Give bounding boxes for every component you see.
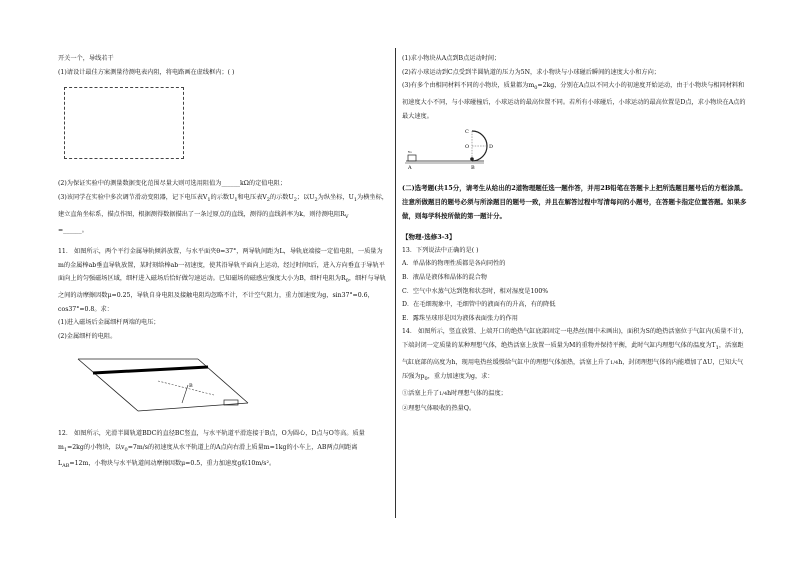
label-b: B (471, 165, 475, 172)
question-12-sub3: (3)有多个由相同材料不同的小物块，质量都为$m_0=2kg$，分别在A点以不同大小的初速度开始运动，由于小物块与相同材料和初速度大小不同，与小球碰撞后，小球运动的最高位置不同。若所有小球碰后，小球运动的最高位置是D点，求小物块在A点的最大速度。 (402, 82, 746, 120)
metal-rod (93, 367, 208, 373)
elective-header: (二)选考题(共15分，请考生从给出的2道物理题任选一题作答，并用2B铅笔在答题卡上把所选题目题号后的方框涂黑。注意所做题目的题号必须与所涂题目的题号一致，并且在解答过程中写清每问的小题号，在答题卡指定位置答题。如果多做，则每学科按所做的第一题计分。 (402, 183, 747, 220)
question-11-sub2: (2)金属细杆的电阻。 (58, 332, 117, 340)
question-10-1: (1)请设计最佳方案测量待测电表内阻，将电路画在虚线框内；( ) (58, 68, 235, 76)
question-13: 13．下列说法中正确的是( ) (402, 246, 479, 254)
block (408, 155, 416, 161)
question-12: 12． 如图所示，光滑半圆轨道BDC的直径BC竖直，与水平轨道平滑连接于B点，O为圆心，D点与O等高。质量$m_1=2kg$的小物块，以$v_0=7m/s$的初速度从水平轨道上的A点向右滑上质量m=1kg的小车上，AB两点间距离$L_{AB}=12m$，小物块与水平轨道间动摩擦因数μ=0.5，重力加速度g取10m/s²。 (58, 430, 365, 470)
label-v0: v₀ (408, 149, 412, 155)
option-a: A．单晶体的物理性质都是各向同性的 (402, 260, 506, 268)
question-11-sub1: (1)进入磁场后金属细杆两端的电压； (58, 319, 160, 327)
track-figure (402, 125, 748, 177)
materials-line: 开关一个，导线若干 (58, 55, 114, 62)
question-12-sub2: (2)若小球运动到C点受到半圆轨道的压力为5N，求小物块与小球碰后瞬间的速度大小和方向； (402, 68, 660, 76)
label-a: A (408, 165, 412, 172)
question-10-3: (3)该同学在实验中多次调节滑动变阻器，记下电压表$V_1$的示数$U_1$和电压表$V_2$的示数$U_2$；以$U_2$为纵坐标，$U_1$为横坐标，建立直角坐标系，描点作图，根据测得数据描出了一条过原点的直线，测得的直线斜率为k，则待测电阻$R_V$ (58, 193, 388, 220)
question-14-sub1: ①活塞上升了1/4h时理想气体的温度； (402, 390, 507, 398)
field-boundary (158, 381, 214, 395)
rail-bottom (138, 403, 248, 411)
right-column (402, 52, 748, 415)
column-divider (395, 48, 396, 518)
label-o: O (465, 144, 470, 151)
incline-rails-diagram (58, 345, 258, 417)
option-d: D．在毛细现象中，毛细管中的液面有的升高，有的降低 (402, 301, 556, 309)
label-d: D (489, 144, 494, 151)
section-title: 【物理-选修3-3】 (402, 232, 456, 241)
question-14-sub2: ②理想气体吸收的热量Q。 (402, 404, 476, 412)
field-arrow (182, 385, 188, 403)
incline-rails-figure (58, 345, 388, 423)
question-10-2: (2)为保证实验中的测量数据变化范围尽量大则可选用阻值为______kΩ的定值电阻； (58, 180, 287, 188)
question-14: 14． 如图所示，竖直放置、上端开口的绝热气缸底部固定一电热丝(图中未画出)，面积为S的绝热活塞位于气缸内(质量不计)，下端封闭一定质量的某种理想气体，绝热活塞上放置一质量为M的重物并保持平衡，此时气缸内理想气体的温度为$T_1$，活塞距气缸底部的高度为h，现用电热丝缓慢给气缸中的理想气体加热，活塞上升了1/4h，封闭理想气体的内能增加了ΔU，已知大气压强为$p_0$，重力加速度为g，求： (402, 328, 748, 383)
option-e: E．露珠呈球形是因为液体表面张力的作用 (402, 314, 518, 322)
label-c: C (465, 129, 469, 136)
semicircle-track-diagram (402, 125, 512, 171)
question-10-3-answer: =______。 (58, 227, 88, 235)
field-label: B (189, 383, 193, 390)
semicircle-arc (472, 131, 487, 161)
rail-left (78, 359, 138, 411)
question-11: 11． 如图所示，两个平行金属导轨倾斜放置，与水平面夹θ=37°，两导轨间距为L，导轨底端接一定值电阻，一质量为m的金属棒ab垂直导轨放置，某时刻给棒ab一初速度，使其沿导轨平面向上运动，经过时间t后，进入方向垂直于导轨平面向上的匀强磁场区域，细杆进入磁场后恰好做匀速运动。已知磁场的磁感应强度大小为B，细杆电阻为$R_0$，细杆与导轨之间的动摩擦因数μ=0.25，导轨自身电阻及接触电阻均忽略不计，不计空气阻力，重力加速度为g，sin37°=0.6，cos37°=0.8。求： (58, 248, 386, 313)
left-column (58, 52, 388, 474)
small-ball (470, 157, 474, 161)
option-b: B．液晶是液体和晶体的混合物 (402, 273, 487, 281)
rail-right (198, 359, 248, 403)
option-c: C．空气中水蒸气达到饱和状态时，相对湿度是100% (402, 287, 549, 295)
question-12-sub1: (1)求小物块从A点到B点运动时间； (402, 55, 501, 62)
circuit-dashed-box (64, 87, 184, 159)
